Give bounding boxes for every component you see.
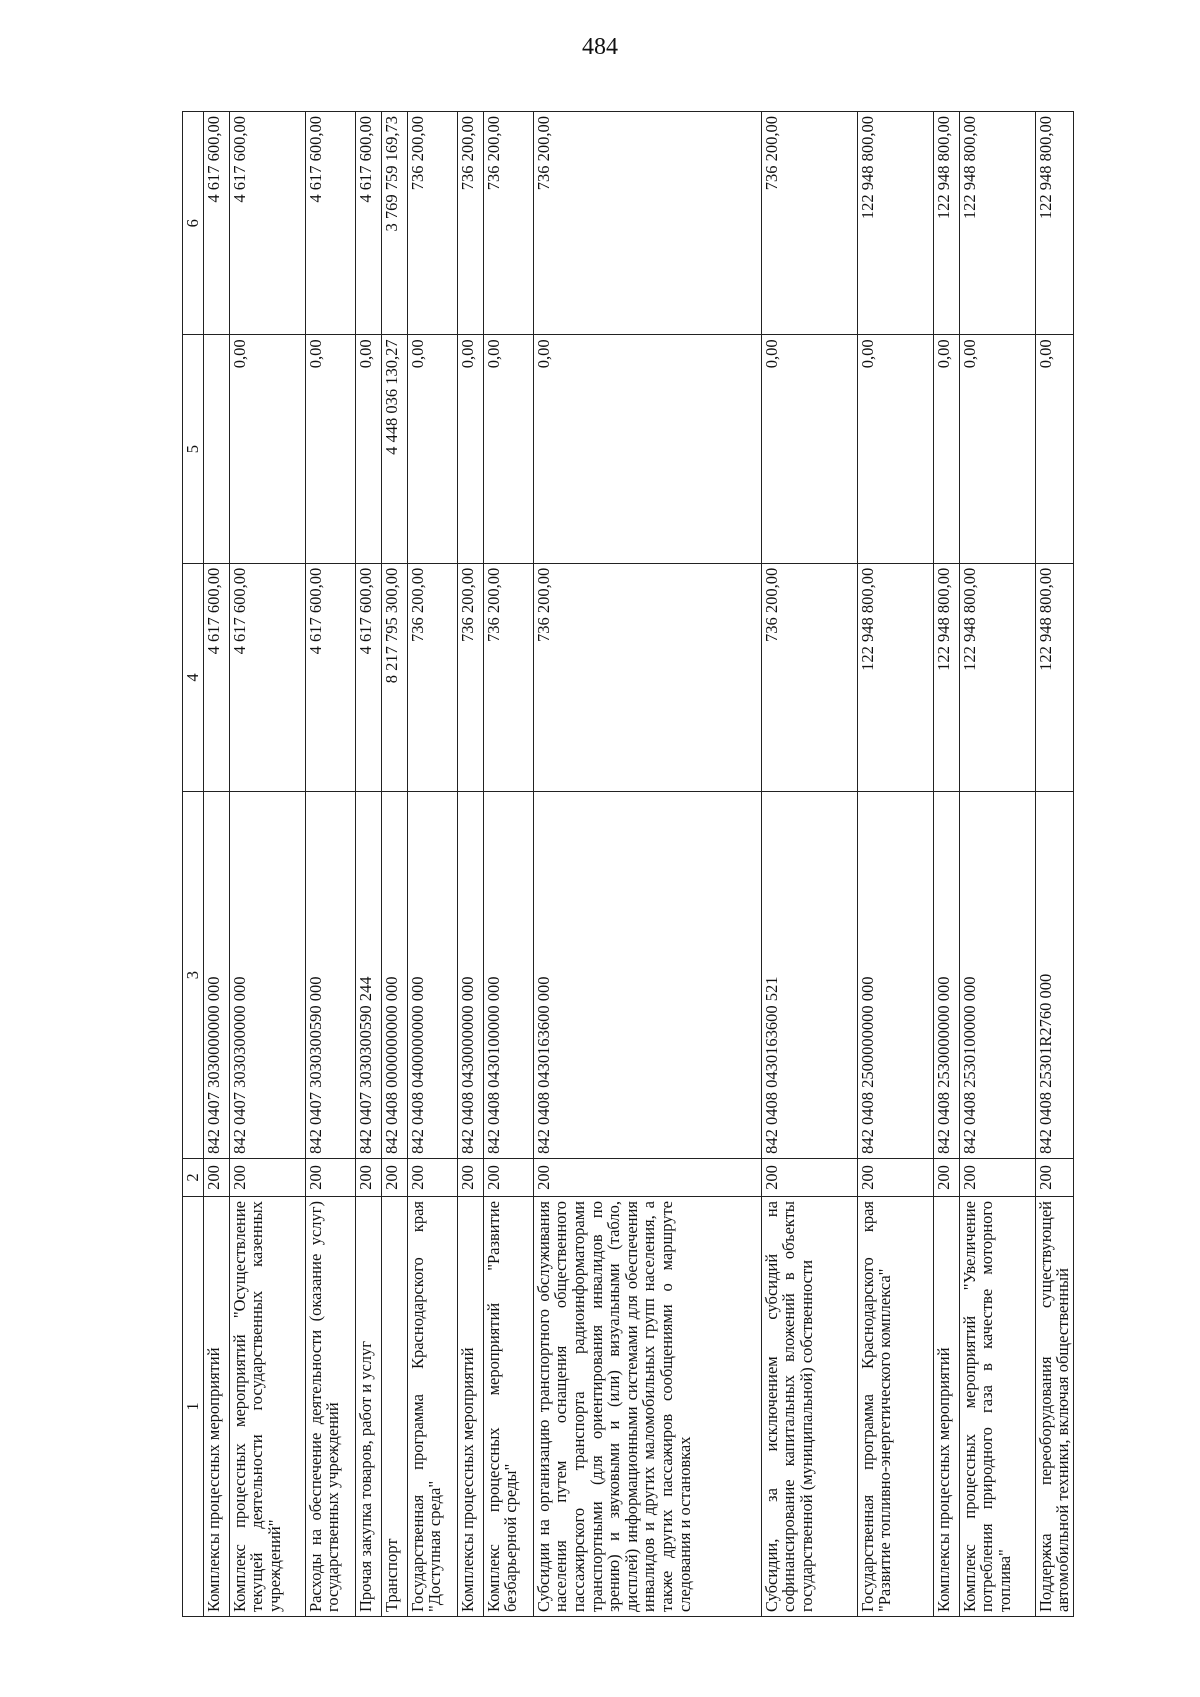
- row-col4: 736 200,00: [761, 563, 857, 791]
- row-col6: 736 200,00: [407, 112, 457, 335]
- row-col6: 736 200,00: [533, 112, 761, 335]
- row-col6: 736 200,00: [457, 112, 483, 335]
- table-container: [182, 111, 1073, 1617]
- row-name: Комплексы процессных мероприятий: [203, 1196, 229, 1616]
- row-code: 842 0408 0400000000 000: [407, 792, 457, 1159]
- row-col2: 200: [457, 1158, 483, 1196]
- table-row: [761, 112, 857, 1617]
- row-col6: 3 769 759 169,73: [381, 112, 407, 335]
- table-row: [407, 112, 457, 1617]
- row-name: Государственная программа Краснодарского края "Доступная среда": [407, 1196, 457, 1616]
- table-row: [933, 112, 959, 1617]
- row-col2: 200: [1035, 1158, 1073, 1196]
- row-col5: 0,00: [457, 335, 483, 563]
- row-col2: 200: [305, 1158, 355, 1196]
- row-name: Прочая закупка товаров, работ и услуг: [355, 1196, 381, 1616]
- row-col6: 4 617 600,00: [229, 112, 305, 335]
- row-code: 842 0407 3030300590 000: [305, 792, 355, 1159]
- row-col4: 4 617 600,00: [203, 563, 229, 791]
- row-name: Субсидии, за исключением субсидий на софинансирование капитальных вложений в объекты государственной (муниципальной) собственности: [761, 1196, 857, 1616]
- row-col4: 122 948 800,00: [959, 563, 1035, 791]
- table-row: [1035, 112, 1073, 1617]
- header-row: [183, 112, 204, 1617]
- row-col2: 200: [761, 1158, 857, 1196]
- table-row: [457, 112, 483, 1617]
- row-col6: 736 200,00: [761, 112, 857, 335]
- table-row: [959, 112, 1035, 1617]
- row-col5: 0,00: [933, 335, 959, 563]
- row-code: 842 0408 2500000000 000: [857, 792, 933, 1159]
- table-row: [305, 112, 355, 1617]
- row-code: 842 0407 3030300590 244: [355, 792, 381, 1159]
- table-row: [857, 112, 933, 1617]
- row-col5: 4 448 036 130,27: [381, 335, 407, 563]
- row-col5: 0,00: [407, 335, 457, 563]
- row-col5: 0,00: [959, 335, 1035, 563]
- row-col5: 0,00: [533, 335, 761, 563]
- row-code: 842 0408 25301R2760 000: [1035, 792, 1073, 1159]
- row-col4: 8 217 795 300,00: [381, 563, 407, 791]
- budget-table: [182, 111, 1074, 1617]
- row-col4: 122 948 800,00: [857, 563, 933, 791]
- row-col6: 4 617 600,00: [355, 112, 381, 335]
- row-col6: 122 948 800,00: [959, 112, 1035, 335]
- row-col6: 122 948 800,00: [857, 112, 933, 335]
- row-col2: 200: [381, 1158, 407, 1196]
- row-code: 842 0408 0430100000 000: [483, 792, 533, 1159]
- row-col4: 122 948 800,00: [1035, 563, 1073, 791]
- row-code: 842 0408 0430163600 000: [533, 792, 761, 1159]
- row-code: 842 0408 0430000000 000: [457, 792, 483, 1159]
- rotated-table-frame: [182, 111, 1073, 1617]
- header-cell-1: 1: [183, 1196, 204, 1616]
- row-col5: 0,00: [305, 335, 355, 563]
- row-col5: 0,00: [857, 335, 933, 563]
- row-col4: 4 617 600,00: [229, 563, 305, 791]
- row-name: Комплексы процессных мероприятий: [933, 1196, 959, 1616]
- row-code: 842 0408 0000000000 000: [381, 792, 407, 1159]
- row-col2: 200: [933, 1158, 959, 1196]
- row-col6: 122 948 800,00: [933, 112, 959, 335]
- row-name: Расходы на обеспечение деятельности (оказание услуг) государственных учреждений: [305, 1196, 355, 1616]
- row-name: Субсидии на организацию транспортного обслуживания населения путем оснащения общественного пассажирского транспорта радиоинформаторами транспортными (для ориентирования инвалидов по зрению) и звуковыми и (или) визуальными (табло, дисплей) информационными системами для обеспечения инвалидов и других маломобильных групп населения, а также других пассажиров сообщениями о маршруте следования и остановках: [533, 1196, 761, 1616]
- row-col2: 200: [203, 1158, 229, 1196]
- table-row: [533, 112, 761, 1617]
- row-col4: 736 200,00: [457, 563, 483, 791]
- header-cell-6: 6: [183, 112, 204, 335]
- row-col2: 200: [229, 1158, 305, 1196]
- row-col2: 200: [533, 1158, 761, 1196]
- table-row: [355, 112, 381, 1617]
- header-cell-5: 5: [183, 335, 204, 563]
- table-row: [203, 112, 229, 1617]
- row-col5: 0,00: [1035, 335, 1073, 563]
- header-cell-2: 2: [183, 1158, 204, 1196]
- row-col2: 200: [407, 1158, 457, 1196]
- row-code: 842 0407 3030000000 000: [203, 792, 229, 1159]
- row-col5: 0,00: [229, 335, 305, 563]
- row-name: Комплекс процессных мероприятий "Увеличение потребления природного газа в качестве моторного топлива": [959, 1196, 1035, 1616]
- row-code: 842 0407 3030300000 000: [229, 792, 305, 1159]
- table-row: [229, 112, 305, 1617]
- row-col5: [203, 335, 229, 563]
- header-cell-3: 3: [183, 792, 204, 1159]
- row-col2: 200: [483, 1158, 533, 1196]
- row-name: Государственная программа Краснодарского края "Развитие топливно-энергетического комплекса": [857, 1196, 933, 1616]
- row-code: 842 0408 2530100000 000: [959, 792, 1035, 1159]
- row-col6: 736 200,00: [483, 112, 533, 335]
- row-col4: 736 200,00: [533, 563, 761, 791]
- row-col6: 122 948 800,00: [1035, 112, 1073, 335]
- page-number: 484: [582, 34, 618, 60]
- row-col5: 0,00: [483, 335, 533, 563]
- row-code: 842 0408 2530000000 000: [933, 792, 959, 1159]
- row-name: Поддержка переоборудования существующей автомобильной техники, включая общественный: [1035, 1196, 1073, 1616]
- row-col6: 4 617 600,00: [203, 112, 229, 335]
- row-name: Комплекс процессных мероприятий "Осуществление текущей деятельности государственных казенных учреждений": [229, 1196, 305, 1616]
- row-col2: 200: [857, 1158, 933, 1196]
- row-col4: 122 948 800,00: [933, 563, 959, 791]
- table-row: [483, 112, 533, 1617]
- row-col2: 200: [959, 1158, 1035, 1196]
- table-row: [381, 112, 407, 1617]
- row-name: Транспорт: [381, 1196, 407, 1616]
- row-name: Комплекс процессных мероприятий "Развитие безбарьерной среды": [483, 1196, 533, 1616]
- row-col6: 4 617 600,00: [305, 112, 355, 335]
- row-col5: 0,00: [761, 335, 857, 563]
- row-name: Комплексы процессных мероприятий: [457, 1196, 483, 1616]
- row-col4: 4 617 600,00: [355, 563, 381, 791]
- row-col5: 0,00: [355, 335, 381, 563]
- row-code: 842 0408 0430163600 521: [761, 792, 857, 1159]
- row-col2: 200: [355, 1158, 381, 1196]
- row-col4: 4 617 600,00: [305, 563, 355, 791]
- row-col4: 736 200,00: [407, 563, 457, 791]
- header-cell-4: 4: [183, 563, 204, 791]
- row-col4: 736 200,00: [483, 563, 533, 791]
